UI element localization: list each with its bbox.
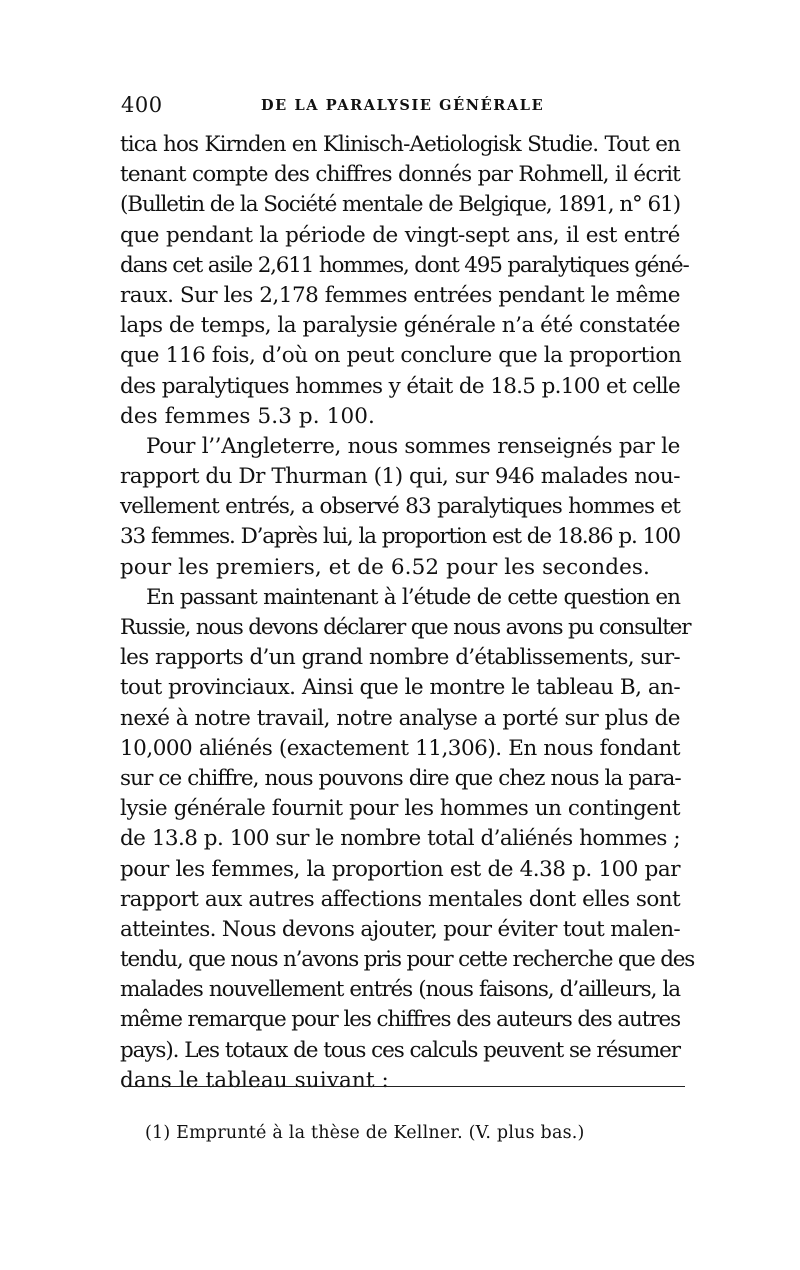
text-line: atteintes. Nous devons ajouter, pour éviter tout malen- xyxy=(120,916,680,942)
text-line: nexé à notre travail, notre analyse a porté sur plus de xyxy=(120,705,680,731)
text-line: Pour l’’Angleterre, nous sommes renseignés par le xyxy=(146,433,680,459)
text-line: 33 femmes. D’après lui, la proportion est de 18.86 p. 100 xyxy=(120,524,680,550)
text-line: les rapports d’un grand nombre d’établissements, sur- xyxy=(120,645,680,671)
text-line: même remarque pour les chiffres des auteurs des autres xyxy=(120,1007,681,1033)
running-head: DE LA PARALYSIE GÉNÉRALE xyxy=(261,97,545,114)
text-line: que 116 fois, d’où on peut conclure que la proportion xyxy=(120,343,682,369)
text-line: pour les premiers, et de 6.52 pour les secondes. xyxy=(120,554,650,580)
text-line: de 13.8 p. 100 sur le nombre total d’aliénés hommes ; xyxy=(120,826,680,852)
text-line: des femmes 5.3 p. 100. xyxy=(120,403,375,429)
footnote-divider xyxy=(125,1086,685,1087)
text-line: 10,000 aliénés (exactement 11,306). En nous fondant xyxy=(120,735,680,761)
page-header xyxy=(121,93,681,123)
text-line: tenant compte des chiffres donnés par Rohmell, il écrit xyxy=(120,162,680,188)
text-line: dans le tableau suivant : xyxy=(120,1067,389,1093)
text-line: (Bulletin de la Société mentale de Belgique, 1891, n° 61) xyxy=(120,192,680,218)
text-line: raux. Sur les 2,178 femmes entrées pendant le même xyxy=(120,282,680,308)
text-line: pays). Les totaux de tous ces calculs peuvent se résumer xyxy=(120,1037,680,1063)
text-line: lysie générale fournit pour les hommes un contingent xyxy=(120,796,680,822)
text-line: que pendant la période de vingt-sept ans, il est entré xyxy=(120,222,680,248)
text-line: Russie, nous devons déclarer que nous avons pu consulter xyxy=(120,615,691,640)
text-line: tica hos Kirnden en Klinisch-Aetiologisk Studie. Tout en xyxy=(120,132,680,157)
text-line: sur ce chiffre, nous pouvons dire que chez nous la para- xyxy=(120,765,681,791)
text-line: rapport du Dr Thurman (1) qui, sur 946 malades nou- xyxy=(120,464,680,490)
text-line: tout provinciaux. Ainsi que le montre le tableau B, an- xyxy=(120,675,680,701)
text-line: vellement entrés, a observé 83 paralytiques hommes et xyxy=(120,494,680,520)
text-line: dans cet asile 2,611 hommes, dont 495 paralytiques géné- xyxy=(120,252,689,278)
page-number: 400 xyxy=(121,93,163,117)
body-text xyxy=(120,130,695,1096)
text-line: des paralytiques hommes y était de 18.5 p.100 et celle xyxy=(120,373,680,399)
text-line: malades nouvellement entrés (nous faisons, d’ailleurs, la xyxy=(120,977,680,1003)
footnote: (1) Emprunté à la thèse de Kellner. (V. plus bas.) xyxy=(145,1123,585,1143)
text-line: pour les femmes, la proportion est de 4.38 p. 100 par xyxy=(120,856,680,882)
text-line: laps de temps, la paralysie générale n’a été constatée xyxy=(120,313,680,339)
text-line: En passant maintenant à l’étude de cette question en xyxy=(146,584,680,610)
text-line: tendu, que nous n’avons pris pour cette recherche que des xyxy=(120,947,695,973)
text-line: rapport aux autres affections mentales dont elles sont xyxy=(120,886,680,912)
